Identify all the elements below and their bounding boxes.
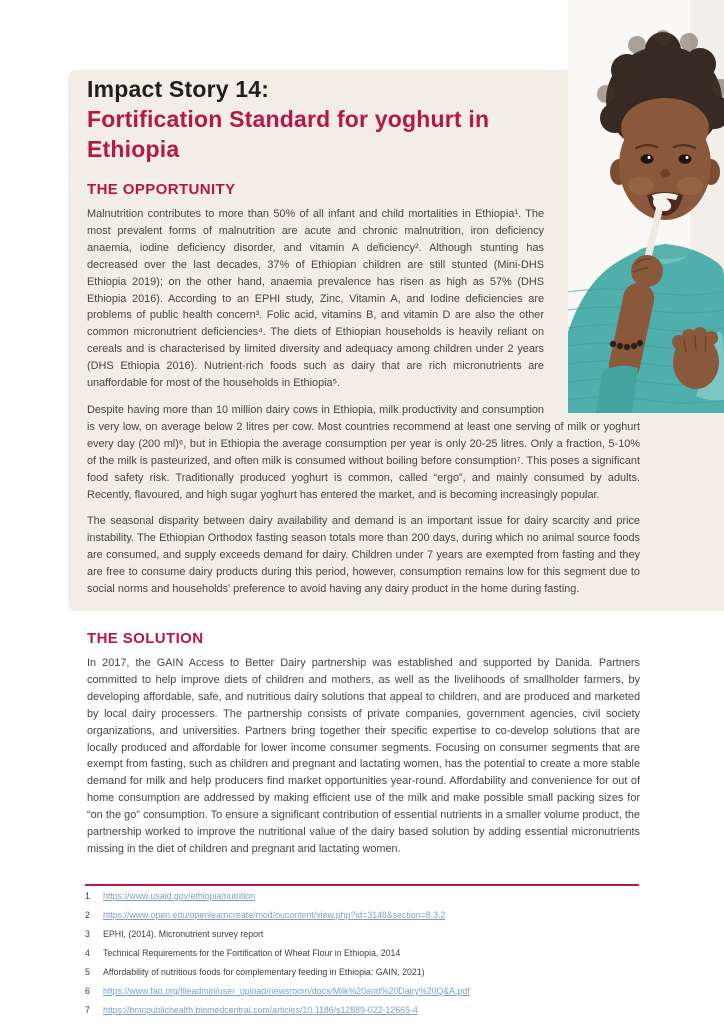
footnote-text: EPHI, (2014). Micronutrient survey report xyxy=(103,929,264,939)
footnote-number: 4 xyxy=(85,948,90,958)
footnote-divider xyxy=(85,884,639,886)
footnote-number: 5 xyxy=(85,967,90,977)
footnote-number: 6 xyxy=(85,986,90,996)
footnote-number: 3 xyxy=(85,929,90,939)
footnote-row xyxy=(85,968,645,977)
footnote-row xyxy=(85,1006,645,1015)
opportunity-paragraph-3: The seasonal disparity between dairy availability and demand is an important issue for dairy scarcity and price instability. The Ethiopian Orthodox fasting season totals more than 200 days, during which no animal source foods are consumed, and supply exceeds demand for dairy. Children under 7 years are exempted from fasting and they are free to consume dairy products during this period, however, consumption remains low for this segment due to social norms and households’ preference to avoid having any dairy product in the home during fasting. xyxy=(87,515,640,596)
footnote-row xyxy=(85,892,645,901)
page-title: Fortification Standard for yoghurt in Ethiopia xyxy=(87,106,490,162)
child-photo-illustration xyxy=(568,0,724,413)
solution-body xyxy=(87,655,640,858)
footnote-link[interactable]: https://bmcpublichealth.biomedcentral.com/articles/10.1186/s12889-022-12665-4 xyxy=(103,1005,418,1015)
footnote-row xyxy=(85,930,645,939)
footnote-row xyxy=(85,911,645,920)
footnote-number: 1 xyxy=(85,891,90,901)
section-opportunity xyxy=(87,181,640,598)
headline-block xyxy=(87,74,579,164)
footnote-text: Technical Requirements for the Fortification of Wheat Flour in Ethiopia, 2014 xyxy=(103,948,401,958)
footnote-text: Affordability of nutritious foods for complementary feeding in Ethiopia: GAIN, 2021) xyxy=(103,967,425,977)
child-photo xyxy=(568,0,724,413)
section-solution xyxy=(87,630,640,858)
footnote-list xyxy=(85,892,645,1024)
footnote-link[interactable]: https://www.usaid.gov/ethiopia/nutrition xyxy=(103,891,256,901)
footnote-row xyxy=(85,987,645,996)
solution-heading: THE SOLUTION xyxy=(87,630,204,647)
solution-paragraph-1: In 2017, the GAIN Access to Better Dairy partnership was established and supported by Danida. Partners committed to help improve diets of children and mothers, as well as the livelihoods of smallholder farmers, by developing affordable, safe, and nutritious dairy solutions that appeal to children, and are produced and marketed by local dairy processers. The partnership consists of private companies, government agencies, civil society organizations, and universities. Partners bring together their specific expertise to co-develop solutions that are locally produced and affordable for lower income consumer segments. Focusing on consumer segments that are exempt from fasting, such as children and pregnant and lactating women, has the potential to create a more stable demand for milk and help producers find market opportunities year-round. Affordability and convenience for out of home consumption are addressed by making efficient use of the milk and make possible small packing sizes for “on the go” consumption. To ensure a significant contribution of essential nutrients in a smaller volume product, the partnership worked to improve the nutritional value of the dairy based solution by adding essential micronutrients missing in the diet of children and pregnant and lactating women. xyxy=(87,657,640,855)
opportunity-paragraph-2: Despite having more than 10 million dairy cows in Ethiopia, milk productivity and consumption is very low, on average below 2 litres per cow. Most countries recommend at least one serving of milk or yoghurt every day (200 ml)⁶, but in Ethiopia the average consumption per year is only 20-25 litres. Only a fraction, 5-10% of the milk is pasteurized, and often milk is consumed without boiling before consumption⁷. This poses a significant food safety risk. Traditionally produced yoghurt is common, called “ergo”, and mainly consumed by adults. Recently, flavoured, and high sugar yoghurt has entered the market, and is becoming increasingly popular. xyxy=(87,403,640,501)
footnote-link[interactable]: https://www.open.edu/openlearncreate/mod/oucontent/view.php?id=3148&section=8.3.2 xyxy=(103,910,446,920)
footnote-number: 7 xyxy=(85,1005,90,1015)
footnote-link[interactable]: https://www.fao.org/fileadmin/user_upload/newsroom/docs/Milk%20and%20Dairy%20Q&A.pdf xyxy=(103,986,470,996)
opportunity-body xyxy=(87,206,640,598)
footnote-number: 2 xyxy=(85,910,90,920)
footnote-row xyxy=(85,949,645,958)
opportunity-heading: THE OPPORTUNITY xyxy=(87,181,236,198)
opportunity-paragraph-1: Malnutrition contributes to more than 50% of all infant and child mortalities in Ethiopia¹. The most prevalent forms of malnutrition are acute and chronic malnutrition, iron deficiency anaemia, iodine deficiency disorder, and vitamin A deficiency². Although stunting has decreased over the last decades, 37% of Ethiopian children are still stunted (Mini-DHS Ethiopia 2019); on the other hand, anaemia prevalence has risen as high as 57% (DHS Ethiopia 2016). According to an EPHI study, Zinc, Vitamin A, and Iodine deficiencies are problems of public health concern³. Folic acid, vitamins B, and vitamin D are also the other common micronutrient deficiencies⁴. The diets of Ethiopian households is heavily reliant on cereals and is characterised by limited diversity and adequacy among children under 2 years (DHS Ethiopia 2016). Nutrient-rich foods such as dairy that are rich micronutrients are unaffordable for most of the households in Ethiopia⁵. xyxy=(87,208,544,390)
story-kicker: Impact Story 14: xyxy=(87,76,270,102)
